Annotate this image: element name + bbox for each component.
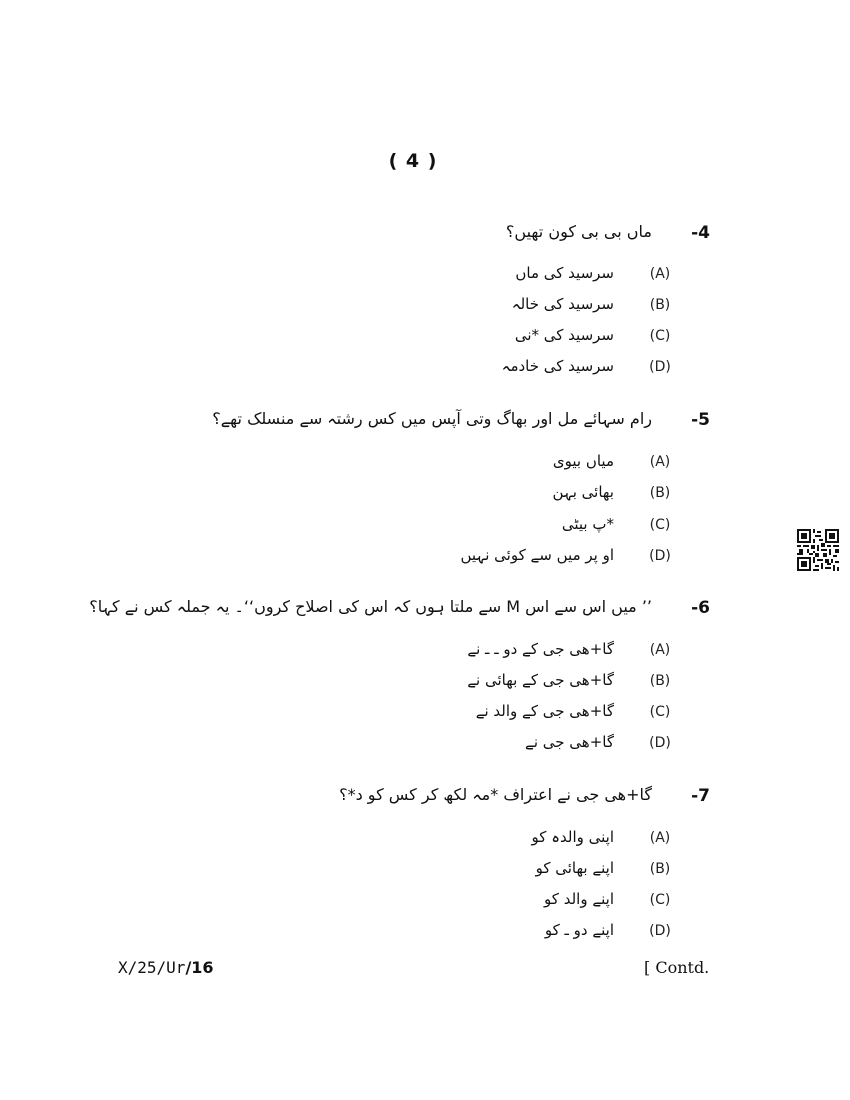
page-number: ( 4 ) [388,150,438,172]
option-text: *پ بیٹی [561,515,614,533]
option-letter: (C) [649,328,671,344]
option-letter: (A) [649,830,671,846]
option-letter: (D) [649,735,671,751]
option-text: گا+ھی جی کے دو ـ ـ نے [467,640,614,658]
option-text: بھائی بہن [552,483,614,501]
option-letter: (A) [649,454,671,470]
continued-marker: [ Contd. [644,958,710,977]
option-text: میاں بیوی [552,452,614,470]
option-letter: (D) [649,359,671,375]
option-letter: (B) [649,673,671,689]
option-letter: (A) [649,642,671,658]
question-number: -5 [691,410,710,430]
option-text: سرسید کی خالہ [511,295,614,313]
option-letter: (C) [649,517,671,533]
paper-code: X/25/Ur/16 [118,958,214,977]
option-letter: (B) [649,485,671,501]
option-text: سرسید کی خادمہ [501,357,614,375]
question-number: -4 [691,223,710,243]
option-text: او پر میں سے کوئی نہیں [460,546,614,564]
option-text: اپنے والد کو [544,890,614,908]
option-letter: (B) [649,861,671,877]
option-text: سرسید کی ماں [515,264,614,282]
option-text: سرسید کی *نی [514,326,614,344]
option-text: گا+ھی جی کے والد نے [475,702,614,720]
option-letter: (D) [649,548,671,564]
question-text: ’’ میں اس سے اس M سے ملتا ہوں کہ اس کی اصلاح کروں‘‘۔ یہ جملہ کس نے کہا؟ [89,597,652,616]
option-text: اپنے دو ـ کو [544,921,614,939]
option-letter: (C) [649,892,671,908]
option-letter: (D) [649,923,671,939]
question-number: -6 [691,598,710,618]
option-text: اپنی والدہ کو [531,828,614,846]
option-text: اپنے بھائی کو [535,859,614,877]
option-letter: (C) [649,704,671,720]
option-text: گا+ھی جی نے [525,733,614,751]
qr-code-icon [797,529,839,571]
question-text: رام سہائے مل اور بھاگ وتی آپس میں کس رشتہ سے منسلک تھے؟ [212,409,652,428]
option-letter: (A) [649,266,671,282]
question-text: گا+ھی جی نے اعتراف *مہ لکھ کر کس کو د*؟ [339,785,652,804]
option-text: گا+ھی جی کے بھائی نے [467,671,614,689]
question-text: ماں بی بی کون تھیں؟ [505,222,652,241]
option-letter: (B) [649,297,671,313]
question-number: -7 [691,786,710,806]
